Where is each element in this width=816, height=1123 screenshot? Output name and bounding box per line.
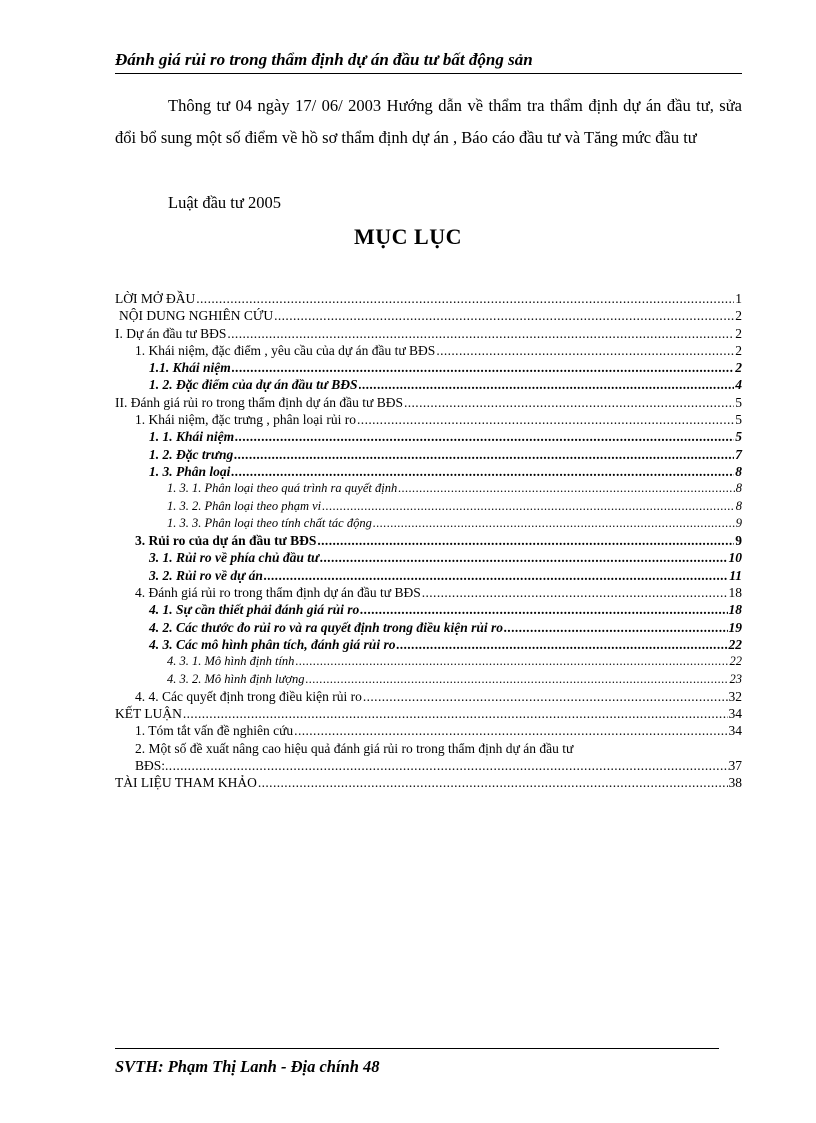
toc-entry[interactable]: 1. Khái niệm, đặc điểm , yêu cầu của dự án đầu tư BĐS ..... 2 (115, 342, 742, 359)
toc-entry[interactable]: 4. 4. Các quyết định trong điều kiện rủi ro ..... 32 (115, 688, 742, 705)
toc-entry[interactable]: 3. 1. Rủi ro về phía chủ đầu tư ..... 10 (115, 549, 742, 566)
toc-entry[interactable]: TÀI LIỆU THAM KHẢO ..... 38 (115, 774, 742, 791)
toc-entry[interactable]: 1. 3. Phân loại ..... 8 (115, 463, 742, 480)
toc-entry[interactable]: II. Đánh giá rủi ro trong thẩm định dự án đầu tư BĐS ..... 5 (115, 394, 742, 411)
toc-entry[interactable]: 1. 1. Khái niệm ..... 5 (115, 428, 742, 445)
toc-title: MỤC LỤC (354, 224, 462, 249)
toc-entry[interactable]: 1. 2. Đặc điểm của dự án đầu tư BĐS ..... 4 (115, 376, 742, 393)
toc-entry[interactable]: 4. 3. Các mô hình phân tích, đánh giá rủi ro ..... 22 (115, 636, 742, 653)
footer-text: SVTH: Phạm Thị Lanh - Địa chính 48 (115, 1057, 380, 1076)
toc-entry[interactable]: 3. Rủi ro của dự án đầu tư BĐS ..... 9 (115, 532, 742, 549)
toc-entry[interactable]: KẾT LUẬN ..... 34 (115, 705, 742, 722)
toc-entry[interactable]: 1.1. Khái niệm ..... 2 (115, 359, 742, 376)
intro-law: Luật đầu tư 2005 (168, 193, 281, 212)
toc-entry[interactable]: 4. 1. Sự cần thiết phải đánh giá rủi ro ..... 18 (115, 601, 742, 618)
toc-entry[interactable]: 1. 3. 1. Phân loại theo quá trình ra quyết định ..... 8 (115, 480, 742, 497)
toc-entry[interactable]: 1. Tóm tắt vấn đề nghiên cứu ..... 34 (115, 722, 742, 739)
toc-entry[interactable]: 4. 3. 2. Mô hình định lượng ..... 23 (115, 671, 742, 688)
toc-entry[interactable]: 1. 3. 3. Phân loại theo tính chất tác động ..... 9 (115, 515, 742, 532)
toc-entry[interactable]: I. Dự án đầu tư BĐS ..... 2 (115, 325, 742, 342)
toc-entry[interactable]: 1. 3. 2. Phân loại theo phạm vi ..... 8 (115, 498, 742, 515)
toc-entry[interactable]: LỜI MỞ ĐẦU ..... 1 (115, 290, 742, 307)
toc-entry[interactable]: 1. 2. Đặc trưng ..... 7 (115, 446, 742, 463)
page-header (115, 50, 742, 74)
table-of-contents (115, 290, 742, 792)
toc-entry[interactable]: 3. 2. Rủi ro về dự án ..... 11 (115, 567, 742, 584)
toc-entry[interactable]: 4. 3. 1. Mô hình định tính ..... 22 (115, 653, 742, 670)
intro-paragraph: Thông tư 04 ngày 17/ 06/ 2003 Hướng dẫn về thẩm tra thẩm định dự án đầu tư, sửa đổi bổ sung một số điểm về hồ sơ thẩm định dự án , Báo cáo đầu tư và Tăng mức đầu tư (115, 96, 742, 147)
toc-entry[interactable]: 4. 2. Các thước đo rủi ro và ra quyết định trong điều kiện rủi ro ..... 19 (115, 619, 742, 636)
toc-entry[interactable]: NỘI DUNG NGHIÊN CỨU ..... 2 (115, 307, 742, 324)
toc-entry[interactable]: 4. Đánh giá rủi ro trong thẩm định dự án đầu tư BĐS ..... 18 (115, 584, 742, 601)
page-footer (115, 1048, 719, 1077)
toc-entry[interactable]: 1. Khái niệm, đặc trưng , phân loại rủi ro ..... 5 (115, 411, 742, 428)
header-title: Đánh giá rủi ro trong thẩm định dự án đầu tư bất động sản (115, 50, 533, 69)
toc-entry[interactable]: 2. Một số đề xuất nâng cao hiệu quả đánh giá rủi ro trong thẩm định dự án đầu tư BĐS: ..... 37 (115, 740, 742, 775)
